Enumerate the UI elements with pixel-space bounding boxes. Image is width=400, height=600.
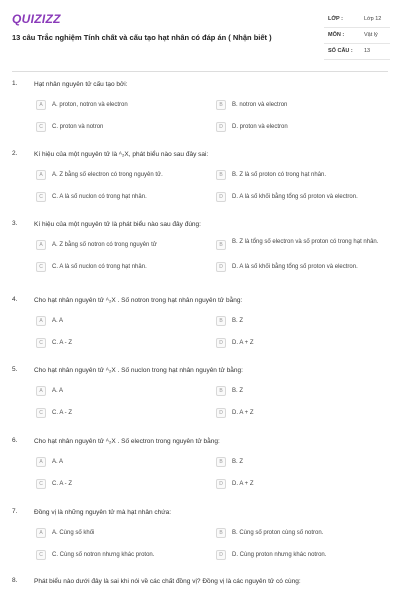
- option-badge: B: [216, 170, 226, 180]
- option-text: A. A: [52, 459, 64, 465]
- question-head: [12, 508, 392, 520]
- option-text: B. Cùng số proton cùng số notron.: [232, 530, 324, 536]
- option-badge: B: [216, 528, 226, 538]
- meta-key: MÔN :: [328, 32, 345, 38]
- option-text: B. Z: [232, 318, 244, 324]
- option-badge: A: [36, 528, 46, 538]
- meta-row-count: [324, 44, 390, 60]
- option-text: B. Z: [232, 388, 244, 394]
- question-head: [12, 577, 392, 589]
- option-b[interactable]: [216, 314, 386, 330]
- logo-text: QUIZIZZ: [12, 12, 61, 26]
- question-number: 1.: [12, 80, 18, 87]
- meta-table: [324, 12, 390, 60]
- document-title: 13 câu Trắc nghiệm Tính chất và cấu tạo hạt nhân có đáp án ( Nhận biết ): [12, 33, 272, 42]
- question-head: [12, 437, 392, 449]
- question-head: [12, 80, 392, 92]
- option-text: D. proton và electron: [232, 124, 288, 130]
- option-a[interactable]: [36, 98, 206, 114]
- option-a[interactable]: [36, 168, 206, 184]
- question-text: Cho hạt nhân nguyên tử ᴬ₂X . Số electron trong nguyên tử bằng:: [34, 438, 220, 445]
- meta-row-subject: [324, 28, 390, 44]
- question-number: 8.: [12, 577, 18, 584]
- option-text: B. Z là số proton có trong hạt nhân.: [232, 172, 327, 178]
- option-badge: C: [36, 262, 46, 272]
- question-text: Hạt nhân nguyên tử cấu tạo bởi:: [34, 81, 128, 88]
- question-number: 3.: [12, 220, 18, 227]
- question-text: Cho hạt nhân nguyên tử ᴬ₂X . Số nuclon trong hạt nhân nguyên tử bằng:: [34, 367, 243, 374]
- question-number: 7.: [12, 508, 18, 515]
- option-text: C. Cùng số notron nhưng khác proton.: [52, 552, 155, 558]
- option-badge: D: [216, 338, 226, 348]
- option-a[interactable]: [36, 238, 206, 254]
- option-badge: D: [216, 479, 226, 489]
- option-text: D. Cùng proton nhưng khác notron.: [232, 552, 327, 558]
- option-a[interactable]: [36, 526, 206, 542]
- meta-key: SỐ CÂU :: [328, 48, 353, 54]
- option-text: D. A + Z: [232, 340, 254, 346]
- option-text: A. A: [52, 318, 64, 324]
- meta-row-class: [324, 12, 390, 28]
- option-badge: B: [216, 386, 226, 396]
- question-head: [12, 150, 392, 162]
- option-badge: C: [36, 122, 46, 132]
- option-text: D. A là số khối bằng tổng số proton và electron.: [232, 264, 358, 270]
- question-text: Cho hạt nhân nguyên tử ᴬ₂X . Số notron trong hạt nhân nguyên tử bằng:: [34, 297, 243, 304]
- option-text: A. Z bằng số notron có trong nguyên tử: [52, 242, 157, 248]
- option-text: B. notron và electron: [232, 102, 288, 108]
- option-badge: D: [216, 192, 226, 202]
- option-text: C. A là số nuclon có trong hạt nhân.: [52, 264, 147, 270]
- meta-value: 13: [364, 48, 371, 54]
- question-text: Đồng vị là những nguyên tử mà hạt nhân chứa:: [34, 509, 172, 516]
- option-badge: C: [36, 338, 46, 348]
- option-a[interactable]: [36, 384, 206, 400]
- option-badge: A: [36, 170, 46, 180]
- option-d[interactable]: [216, 120, 386, 136]
- question-text: Phát biểu nào dưới đây là sai khi nói về các chất đồng vị? Đồng vị là các nguyên tử có cùng:: [34, 578, 301, 585]
- option-text: C. A - Z: [52, 410, 73, 416]
- option-b[interactable]: [216, 455, 386, 471]
- option-b[interactable]: [216, 526, 386, 542]
- option-d[interactable]: [216, 260, 386, 276]
- option-d[interactable]: [216, 548, 386, 564]
- option-badge: B: [216, 316, 226, 326]
- option-c[interactable]: [36, 406, 206, 422]
- option-badge: B: [216, 457, 226, 467]
- meta-value: Lớp 12: [364, 16, 382, 22]
- option-badge: C: [36, 550, 46, 560]
- worksheet-header: [0, 0, 400, 70]
- meta-key: LỚP :: [328, 16, 343, 22]
- option-text: D. A + Z: [232, 410, 254, 416]
- question-number: 4.: [12, 296, 18, 303]
- option-a[interactable]: [36, 314, 206, 330]
- header-divider: [12, 71, 388, 72]
- quizizz-logo: [12, 12, 61, 26]
- option-badge: C: [36, 192, 46, 202]
- option-text: C. proton và notron: [52, 124, 104, 130]
- option-badge: D: [216, 262, 226, 272]
- question-text: Kí hiệu của một nguyên tử là phát biểu nào sau đây đúng:: [34, 221, 201, 228]
- option-text: B. Z: [232, 459, 244, 465]
- option-d[interactable]: [216, 190, 386, 206]
- option-text: C. A - Z: [52, 481, 73, 487]
- option-c[interactable]: [36, 477, 206, 493]
- option-badge: B: [216, 240, 226, 250]
- option-badge: C: [36, 479, 46, 489]
- option-text: A. Z bằng số electron có trong nguyên tử.: [52, 172, 163, 178]
- option-badge: B: [216, 100, 226, 110]
- question-number: 6.: [12, 437, 18, 444]
- option-text: A. A: [52, 388, 64, 394]
- option-badge: C: [36, 408, 46, 418]
- option-b[interactable]: [216, 238, 386, 254]
- option-d[interactable]: [216, 406, 386, 422]
- option-b[interactable]: [216, 384, 386, 400]
- option-text: B. Z là tổng số electron và số proton có trong hạt nhân.: [232, 239, 379, 245]
- question-number: 5.: [12, 366, 18, 373]
- option-badge: A: [36, 316, 46, 326]
- option-text: C. A - Z: [52, 340, 73, 346]
- question-text: Kí hiệu của một nguyên tử là ᴬ₂X, phát biểu nào sau đây sai:: [34, 151, 209, 158]
- question-head: [12, 296, 392, 308]
- option-b[interactable]: [216, 98, 386, 114]
- option-text: A. proton, notron và electron: [52, 102, 128, 108]
- question-head: [12, 366, 392, 378]
- option-c[interactable]: [36, 260, 206, 276]
- option-text: D. A là số khối bằng tổng số proton và electron.: [232, 194, 358, 200]
- option-badge: D: [216, 408, 226, 418]
- option-d[interactable]: [216, 477, 386, 493]
- option-badge: D: [216, 122, 226, 132]
- question-number: 2.: [12, 150, 18, 157]
- option-c[interactable]: [36, 120, 206, 136]
- option-badge: A: [36, 457, 46, 467]
- option-d[interactable]: [216, 336, 386, 352]
- question-head: [12, 220, 392, 232]
- option-badge: D: [216, 550, 226, 560]
- option-c[interactable]: [36, 190, 206, 206]
- option-badge: A: [36, 386, 46, 396]
- option-text: C. A là số nuclon có trong hạt nhân.: [52, 194, 147, 200]
- option-badge: A: [36, 100, 46, 110]
- option-text: A. Cùng số khối: [52, 530, 95, 536]
- option-badge: A: [36, 240, 46, 250]
- option-text: D. A + Z: [232, 481, 254, 487]
- option-a[interactable]: [36, 455, 206, 471]
- meta-value: Vật lý: [364, 32, 378, 38]
- option-c[interactable]: [36, 548, 206, 564]
- option-b[interactable]: [216, 168, 386, 184]
- option-c[interactable]: [36, 336, 206, 352]
